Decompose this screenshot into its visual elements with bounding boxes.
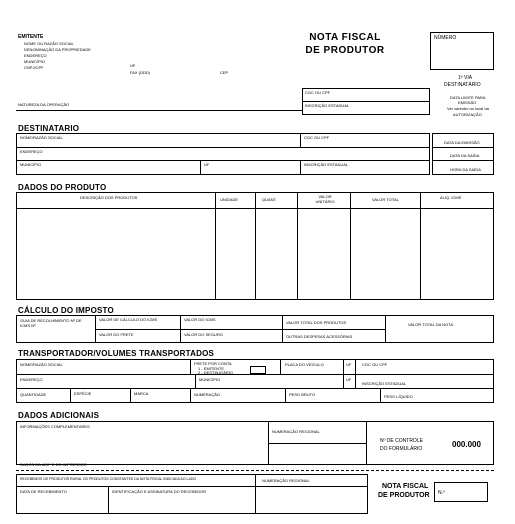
destinatario-box bbox=[16, 133, 430, 175]
dest-inscricao-label: INSCRIÇÃO ESTADUAL bbox=[304, 162, 349, 167]
base-calculo-label: VALOR DE CÁLCULO DO ICMS bbox=[99, 317, 158, 322]
dest-nome-label: NOME/RAZÃO SOCIAL bbox=[20, 135, 63, 140]
valor-total-nota-label: VALOR TOTAL DA NOTA bbox=[408, 322, 454, 327]
canhoto-no-label: N.º bbox=[438, 490, 445, 496]
data-recebimento-label: DATA DE RECEBIMENTO bbox=[20, 489, 67, 494]
col-descricao: DESCRIÇÃO DOS PRODUTOS bbox=[80, 195, 138, 200]
col-valor-total: VALOR TOTAL bbox=[372, 197, 399, 202]
nota-fiscal-subtitle: DE PRODUTOR bbox=[305, 45, 385, 56]
reservado-label: NUMERAÇÃO REGIONAL bbox=[272, 429, 320, 434]
emitente-line: MUNICÍPIO bbox=[24, 59, 46, 64]
side-note: Ver carimbo no local da bbox=[447, 106, 489, 111]
transp-endereco-label: ENDEREÇO bbox=[20, 377, 43, 382]
valor-icms-label: VALOR DO ICMS bbox=[184, 317, 216, 322]
frete-emitente-label: 1 - EMITENTE bbox=[198, 366, 225, 371]
destinatario-title: DESTINATARIO bbox=[18, 124, 80, 133]
especie-label: ESPÉCIE bbox=[74, 391, 92, 396]
col-aliq-icms: ALIQ. ICMS bbox=[440, 195, 462, 200]
outras-despesas-label: OUTRAS DESPESAS ACESSÓRIAS bbox=[286, 334, 353, 339]
canhoto-title: NOTA FISCAL bbox=[382, 483, 429, 490]
transporte-title: TRANSPORTADOR/VOLUMES TRANSPORTADOS bbox=[18, 349, 215, 358]
emitente-label: EMITENTE bbox=[18, 34, 44, 40]
side-note: DATA LIMITE PARA bbox=[450, 95, 486, 100]
via-sub: DESTINATÁRIO bbox=[444, 82, 481, 88]
canhoto-numero-label: NUMERAÇÃO REGIONAL bbox=[262, 478, 310, 483]
adicionais-title: DADOS ADICIONAIS bbox=[18, 411, 100, 420]
col-valor-unitario: VALOR UNITÁRIO bbox=[315, 194, 335, 204]
dest-municipio-label: MUNICÍPIO bbox=[20, 162, 42, 167]
via-label: 1ª VIA bbox=[458, 75, 473, 81]
assinatura-label: IDENTIFICAÇÃO E ASSINATURA DO RECEBEDOR bbox=[112, 489, 207, 494]
nota-fiscal-title: NOTA FISCAL bbox=[309, 32, 381, 43]
uf-label: UF bbox=[130, 63, 136, 68]
emitente-line: CNPJ/CPF bbox=[24, 65, 44, 70]
aidf-note: DADOS DA AIDF E DO IMPRESSOR bbox=[20, 462, 87, 467]
numero-label: NÚMERO bbox=[434, 35, 457, 41]
data-saida-label: DATA DA SAÍDA bbox=[450, 153, 480, 158]
valor-produtos-label: VALOR TOTAL DOS PRODUTOS bbox=[286, 320, 347, 325]
side-note: AUTORIZAÇÃO bbox=[453, 112, 482, 117]
col-quant: QUANT. bbox=[262, 197, 277, 202]
guia-recolhimento-label: GUIA DE RECOLHIMENTO Nº DE ICMS Nº bbox=[20, 318, 82, 328]
valor-seguro-label: VALOR DO SEGURO bbox=[184, 332, 223, 337]
transp-uf-label: UF bbox=[346, 362, 352, 367]
frete-checkbox[interactable] bbox=[250, 366, 266, 374]
produtos-title: DADOS DO PRODUTO bbox=[18, 183, 107, 192]
transp-cgc-label: CGC OU CPF bbox=[362, 362, 388, 367]
frete-conta-label: FRETE POR CONTA bbox=[194, 361, 232, 366]
transp-nome-label: NOME/RAZÃO SOCIAL bbox=[20, 362, 63, 367]
data-emissao-label: DATA DA EMISSÃO bbox=[444, 140, 480, 145]
numeracao-label: NUMERAÇÃO bbox=[194, 392, 221, 397]
valor-frete-label: VALOR DO FRETE bbox=[99, 332, 134, 337]
controle-label: Nº DE CONTROLE bbox=[380, 438, 423, 444]
controle-value: 000.000 bbox=[452, 440, 481, 449]
marca-label: MARCA bbox=[134, 391, 149, 396]
emitente-line: NOME OU RAZÃO SOCIAL bbox=[24, 41, 74, 46]
natureza-label: NATUREZA DA OPERAÇÃO bbox=[18, 102, 70, 107]
info-complementares-label: INFORMAÇÕES COMPLEMENTARES bbox=[20, 424, 90, 429]
peso-bruto-label: PESO BRUTO bbox=[289, 392, 316, 397]
frete-destinatario-label: 2 - DESTINATÁRIO bbox=[198, 370, 234, 375]
canhoto-subtitle: DE PRODUTOR bbox=[378, 492, 430, 499]
dest-cgc-label: CGC OU CPF bbox=[304, 135, 330, 140]
controle-label-2: DO FORMULÁRIO bbox=[380, 446, 423, 452]
quantidade-label: QUANTIDADE bbox=[20, 392, 47, 397]
dest-uf-label: UF bbox=[204, 162, 210, 167]
side-note: EMISSÃO bbox=[458, 100, 477, 105]
hora-saida-label: HORA DA SAÍDA bbox=[450, 167, 481, 172]
emitente-line: DENOMINAÇÃO DA PROPRIEDADE bbox=[24, 47, 91, 52]
col-unidade: UNIDADE bbox=[220, 197, 239, 202]
transp-uf2-label: UF bbox=[346, 377, 352, 382]
imposto-title: CÁLCULO DO IMPOSTO bbox=[18, 306, 114, 315]
cep-label: CEP bbox=[220, 70, 229, 75]
transp-inscricao-label: INSCRIÇÃO ESTADUAL bbox=[362, 381, 407, 386]
fax-label: FAX (DDD) bbox=[130, 70, 150, 75]
header-inscricao-label: INSCRIÇÃO ESTADUAL bbox=[305, 103, 350, 108]
emitente-line: ENDEREÇO bbox=[24, 53, 47, 58]
recebemos-text: RECEBEMOS DE PRODUTOR RURAL OS PRODUTOS CONSTANTES DA NOTA FISCAL INDICADA AO LADO bbox=[20, 477, 197, 481]
placa-label: PLACA DO VEÍCULO bbox=[285, 362, 324, 367]
transp-municipio-label: MUNICÍPIO bbox=[199, 377, 221, 382]
dest-endereco-label: ENDEREÇO bbox=[20, 149, 43, 154]
peso-liquido-label: PESO LÍQUIDO bbox=[384, 394, 413, 399]
header-cgc-label: CGC OU CPF bbox=[305, 90, 331, 95]
